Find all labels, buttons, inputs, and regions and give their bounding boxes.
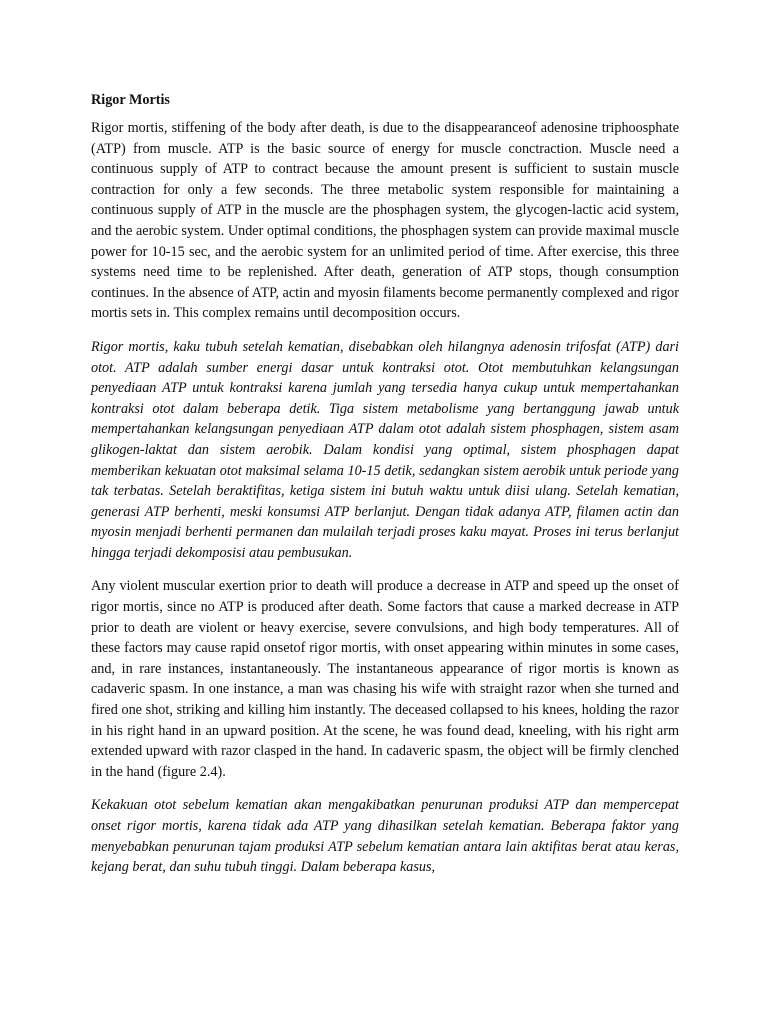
document-title: Rigor Mortis xyxy=(91,92,170,108)
paragraph-english-1: Rigor mortis, stiffening of the body after death, is due to the disappearanceof adenosine triphoosphate (ATP) from muscle. ATP is the basic source of energy for muscle conctraction. Muscle need a continuous supply of ATP to contract because the amount present is sufficient to sustain muscle contraction for only a few seconds. The three metabolic system responsible for maintaining a continuous supply of ATP in the muscle are the phosphagen system, the glycogen-lactic acid system, and the aerobic system. Under optimal conditions, the phosphagen system can provide maximal muscle power for 10-15 sec, and the aerobic system for an unlimited period of time. After exercise, this three systems need time to be replenished. After death, generation of ATP stops, though consumption continues. In the absence of ATP, actin and myosin filaments become permanently complexed and rigor mortis sets in. This complex remains until decomposition occurs. xyxy=(91,120,679,322)
paragraph-english-2: Any violent muscular exertion prior to death will produce a decrease in ATP and speed up the onset of rigor mortis, since no ATP is produced after death. Some factors that cause a marked decrease in ATP prior to death are violent or heavy exercise, severe convulsions, and high body temperatures. All of these factors may cause rapid onsetof rigor mortis, with onset appearing within minutes in some cases, and, in rare instances, instantaneously. The instantaneous appearance of rigor mortis is known as cadaveric spasm. In one instance, a man was chasing his wife with straight razor when she turned and fired one shot, striking and killing him instantly. The deceased collapsed to his knees, holding the razor in his right hand in an upward position. At the scene, he was found dead, kneeling, with his right arm extended upward with razor clasped in the hand. In cadaveric spasm, the object will be firmly clenched in the hand (figure 2.4). xyxy=(91,578,679,780)
document-page xyxy=(91,88,679,891)
paragraph-indonesian-1: Rigor mortis, kaku tubuh setelah kematian, disebabkan oleh hilangnya adenosin trifosfat (ATP) dari otot. ATP adalah sumber energi dasar untuk kontraksi otot. Otot membutuhkan kelangsungan penyediaan ATP untuk kontraksi karena jumlah yang tersedia hanya cukup untuk mempertahankan kontraksi otot dalam beberapa detik. Tiga sistem metabolisme yang bertanggung jawab untuk mempertahankan kelangsungan penyediaan ATP dalam otot adalah sistem phosphagen, sistem asam glikogen-laktat dan sistem aerobik. Dalam kondisi yang optimal, sistem phosphagen dapat memberikan kekuatan otot maksimal selama 10-15 detik, sedangkan sistem aerobik untuk periode yang tak terbatas. Setelah beraktifitas, ketiga sistem ini butuh waktu untuk diisi ulang. Setelah kematian, generasi ATP berhenti, meski konsumsi ATP berlanjut. Dengan tidak adanya ATP, filamen actin dan myosin menjadi berhenti permanen dan mulailah terjadi proses kaku mayat. Proses ini terus berlanjut hingga terjadi dekomposisi atau pembusukan. xyxy=(91,338,679,561)
paragraph-indonesian-2: Kekakuan otot sebelum kematian akan mengakibatkan penurunan produksi ATP dan mempercepat onset rigor mortis, karena tidak ada ATP yang dihasilkan setelah kematian. Beberapa faktor yang menyebabkan penurunan tajam produksi ATP sebelum kematian antara lain aktifitas berat atau keras, kejang berat, dan suhu tubuh tinggi. Dalam beberapa kasus, xyxy=(91,797,679,876)
